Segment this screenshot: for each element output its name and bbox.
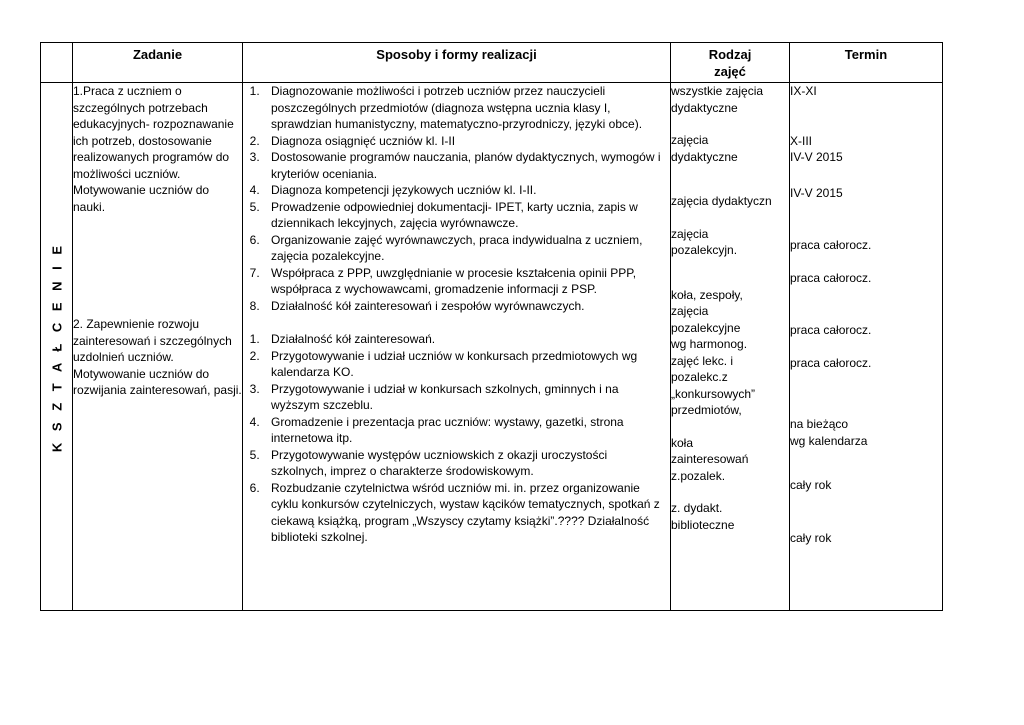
tasks-cell	[73, 83, 243, 611]
plan-table	[40, 42, 943, 611]
task-1-title: 1.Praca z uczniem o szczególnych potrzebach edukacyjnych- rozpoznawanie ich potrzeb, dostosowanie realizowanych programów do możliwości uczniów.	[73, 84, 234, 181]
method-2-1: 1. Działalność kół zainteresowań.	[263, 331, 664, 348]
term-5: praca całorocz.	[790, 270, 872, 285]
types-cell	[671, 83, 790, 611]
methods-list-2	[243, 331, 670, 546]
header-zadanie: Zadanie	[73, 43, 243, 83]
term-1: IX-XI	[790, 84, 817, 98]
method-1-2: 2. Diagnoza osiągnięć uczniów kl. I-II	[263, 133, 664, 150]
method-2-5: 5. Przygotowywanie występów uczniowskich z okazji uroczystości szkolnych, imprez o charakterze środowiskowym.	[263, 447, 664, 480]
type-2: zajęcia dydaktyczne	[671, 133, 738, 164]
header-row	[41, 43, 943, 83]
header-empty-cell	[41, 43, 73, 83]
type-1: wszystkie zajęcia dydaktyczne	[671, 84, 764, 115]
term-9: cały rok	[790, 478, 832, 492]
method-1-1: 1. Diagnozowanie możliwości i potrzeb uczniów przez nauczycieli poszczególnych przedmiotów (diagnoza wstępna ucznia klasy I, sprawdzian humanistyczny, matematyczno-przyrodniczy, języki obce).	[263, 83, 664, 133]
method-1-8: 8. Działalność kół zainteresowań i zespołów wyrównawczych.	[263, 298, 664, 315]
term-4: praca całorocz.	[790, 238, 872, 252]
term-6: praca całorocz.	[790, 323, 872, 337]
method-2-6: 6. Rozbudzanie czytelnictwa wśród uczniów mi. in. przez organizowanie cyklu konkursów czytelniczych, wystaw kącików tematycznych, spotkań z ciekawą książką, program „Wszyscy czytamy książki”.???? Działalność biblioteki szkolnej.	[263, 480, 664, 546]
term-3: IV-V 2015	[790, 185, 843, 200]
section-label-cell	[41, 83, 73, 611]
type-6: koła zainteresowań z.pozalek.	[671, 435, 749, 483]
type-4: zajęcia pozalekcyjn.	[671, 226, 738, 257]
task-1-subtitle: Motywowanie uczniów do nauki.	[73, 183, 210, 214]
term-2: X-III IV-V 2015	[790, 133, 843, 164]
section-label: K S Z T A Ł C E N I E	[49, 241, 64, 452]
type-7: z. dydakt. biblioteczne	[671, 501, 735, 532]
header-termin: Termin	[790, 43, 943, 83]
method-1-6: 6. Organizowanie zajęć wyrównawczych, praca indywidualna z uczniem, zajęcia pozalekcyjne.	[263, 232, 664, 265]
type-5: koła, zespoły, zajęcia pozalekcyjne wg harmonog. zajęć lekc. i pozalekc.z „konkursowych” przedmiotów,	[671, 287, 756, 417]
method-1-7: 7. Współpraca z PPP, uwzględnianie w procesie kształcenia opinii PPP, współpraca z wychowawcami, gromadzenie informacji z PSP.	[263, 265, 664, 298]
term-7: praca całorocz.	[790, 355, 872, 370]
method-1-5: 5. Prowadzenie odpowiedniej dokumentacji- IPET, karty ucznia, zapis w dziennikach lekcyjnych, zajęcia wyrównawcze.	[263, 199, 664, 232]
task-2-title: 2. Zapewnienie rozwoju zainteresowań i szczególnych uzdolnień uczniów.	[73, 317, 232, 364]
methods-cell	[243, 83, 671, 611]
method-2-4: 4. Gromadzenie i prezentacja prac uczniów: wystawy, gazetki, strona internetowa itp.	[263, 414, 664, 447]
method-2-3: 3. Przygotowywanie i udział w konkursach szkolnych, gminnych i na wyższym szczeblu.	[263, 381, 664, 414]
method-1-3: 3. Dostosowanie programów nauczania, planów dydaktycznych, wymogów i kryteriów oceniania.	[263, 149, 664, 182]
method-1-4: 4. Diagnoza kompetencji językowych uczniów kl. I-II.	[263, 182, 664, 199]
header-sposoby: Sposoby i formy realizacji	[243, 43, 671, 83]
terms-cell	[790, 83, 943, 611]
task-2-subtitle: Motywowanie uczniów do rozwijania zainteresowań, pasji.	[73, 366, 242, 397]
header-rodzaj: Rodzaj zajęć	[671, 43, 790, 83]
body-row	[41, 83, 943, 611]
method-2-2: 2. Przygotowywanie i udział uczniów w konkursach przedmiotowych wg kalendarza KO.	[263, 348, 664, 381]
methods-list-1	[243, 83, 670, 314]
type-3: zajęcia dydaktyczn	[671, 194, 772, 208]
term-8: na bieżąco wg kalendarza	[790, 417, 868, 448]
term-10: cały rok	[790, 530, 832, 545]
